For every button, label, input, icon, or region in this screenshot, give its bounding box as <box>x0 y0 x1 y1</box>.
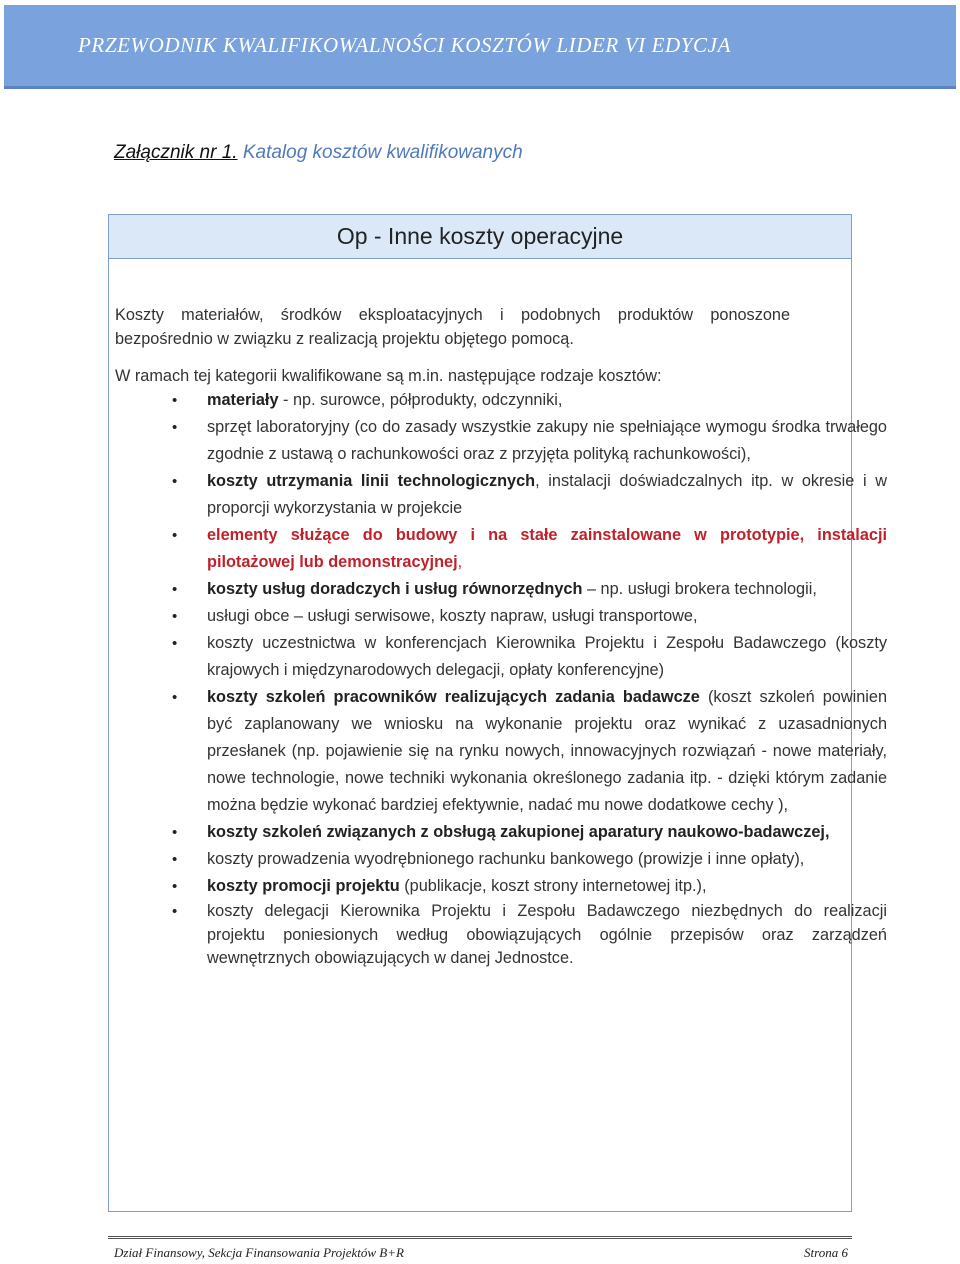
category-scope: W ramach tej kategorii kwalifikowane są m.in. następujące rodzaje kosztów: <box>115 367 662 385</box>
footer-department: Dział Finansowy, Sekcja Finansowania Projektów B+R <box>114 1245 404 1260</box>
cost-items-list <box>109 387 887 971</box>
footer-divider <box>108 1236 852 1239</box>
category-title: Op - Inne koszty operacyjne <box>109 215 851 259</box>
footer-page-number: Strona 6 <box>804 1245 848 1260</box>
cost-category-box <box>108 214 888 1212</box>
list-item: • usługi obce – usługi serwisowe, koszty napraw, usługi transportowe, <box>207 603 887 630</box>
list-item: • elementy służące do budowy i na stałe zainstalowane w prototypie, instalacji pilotażowej lub demonstracyjnej, <box>207 522 887 576</box>
header-title: PRZEWODNIK KWALIFIKOWALNOŚCI KOSZTÓW LIDER VI EDYCJA <box>78 33 732 57</box>
annex-label: Załącznik nr 1. <box>114 142 238 163</box>
annex-title: Katalog kosztów kwalifikowanych <box>242 142 523 163</box>
list-item: • koszty szkoleń pracowników realizujących zadania badawcze (koszt szkoleń powinien być zaplanowany we wniosku na wykonanie projektu oraz wynikać z uzasadnionych przesłanek (np. pojawienie się na rynku nowych, innowacyjnych rozwiązań - nowe materiały, nowe technologie, nowe techniki wykonania określonego zadania itp. - dzięki którym zadanie można będzie wykonać bardziej efektywnie, nadać mu nowe dodatkowe cechy ), <box>207 684 887 819</box>
list-item: • koszty prowadzenia wyodrębnionego rachunku bankowego (prowizje i inne opłaty), <box>207 846 887 873</box>
list-item: • koszty szkoleń związanych z obsługą zakupionej aparatury naukowo-badawczej, <box>207 819 887 846</box>
list-item: • koszty delegacji Kierownika Projektu i Zespołu Badawczego niezbędnych do realizacji projektu poniesionych według obowiązujących ogólnie przepisów oraz zarządzeń wewnętrznych obowiązujących w danej Jednostce. <box>207 900 887 971</box>
page-header-band <box>4 5 956 89</box>
list-item: • materiały - np. surowce, półprodukty, odczynniki, <box>207 387 887 414</box>
list-item: • koszty uczestnictwa w konferencjach Kierownika Projektu i Zespołu Badawczego (koszty krajowych i międzynarodowych delegacji, opłaty konferencyjne) <box>207 630 887 684</box>
list-item: • koszty promocji projektu (publikacje, koszt strony internetowej itp.), <box>207 873 887 900</box>
annex-heading <box>114 142 523 164</box>
list-item: • sprzęt laboratoryjny (co do zasady wszystkie zakupy nie spełniające wymogu środka trwałego zgodnie z ustawą o rachunkowości oraz z przyjęta polityką rachunkowości), <box>207 414 887 468</box>
list-item: • koszty utrzymania linii technologicznych, instalacji doświadczalnych itp. w okresie i w proporcji wykorzystania w projekcie <box>207 468 887 522</box>
category-intro: Koszty materiałów, środków eksploatacyjnych i podobnych produktów ponoszone bezpośrednio w związku z realizacją projektu objętego pomocą. <box>115 306 790 348</box>
list-item: • koszty usług doradczych i usług równorzędnych – np. usługi brokera technologii, <box>207 576 887 603</box>
